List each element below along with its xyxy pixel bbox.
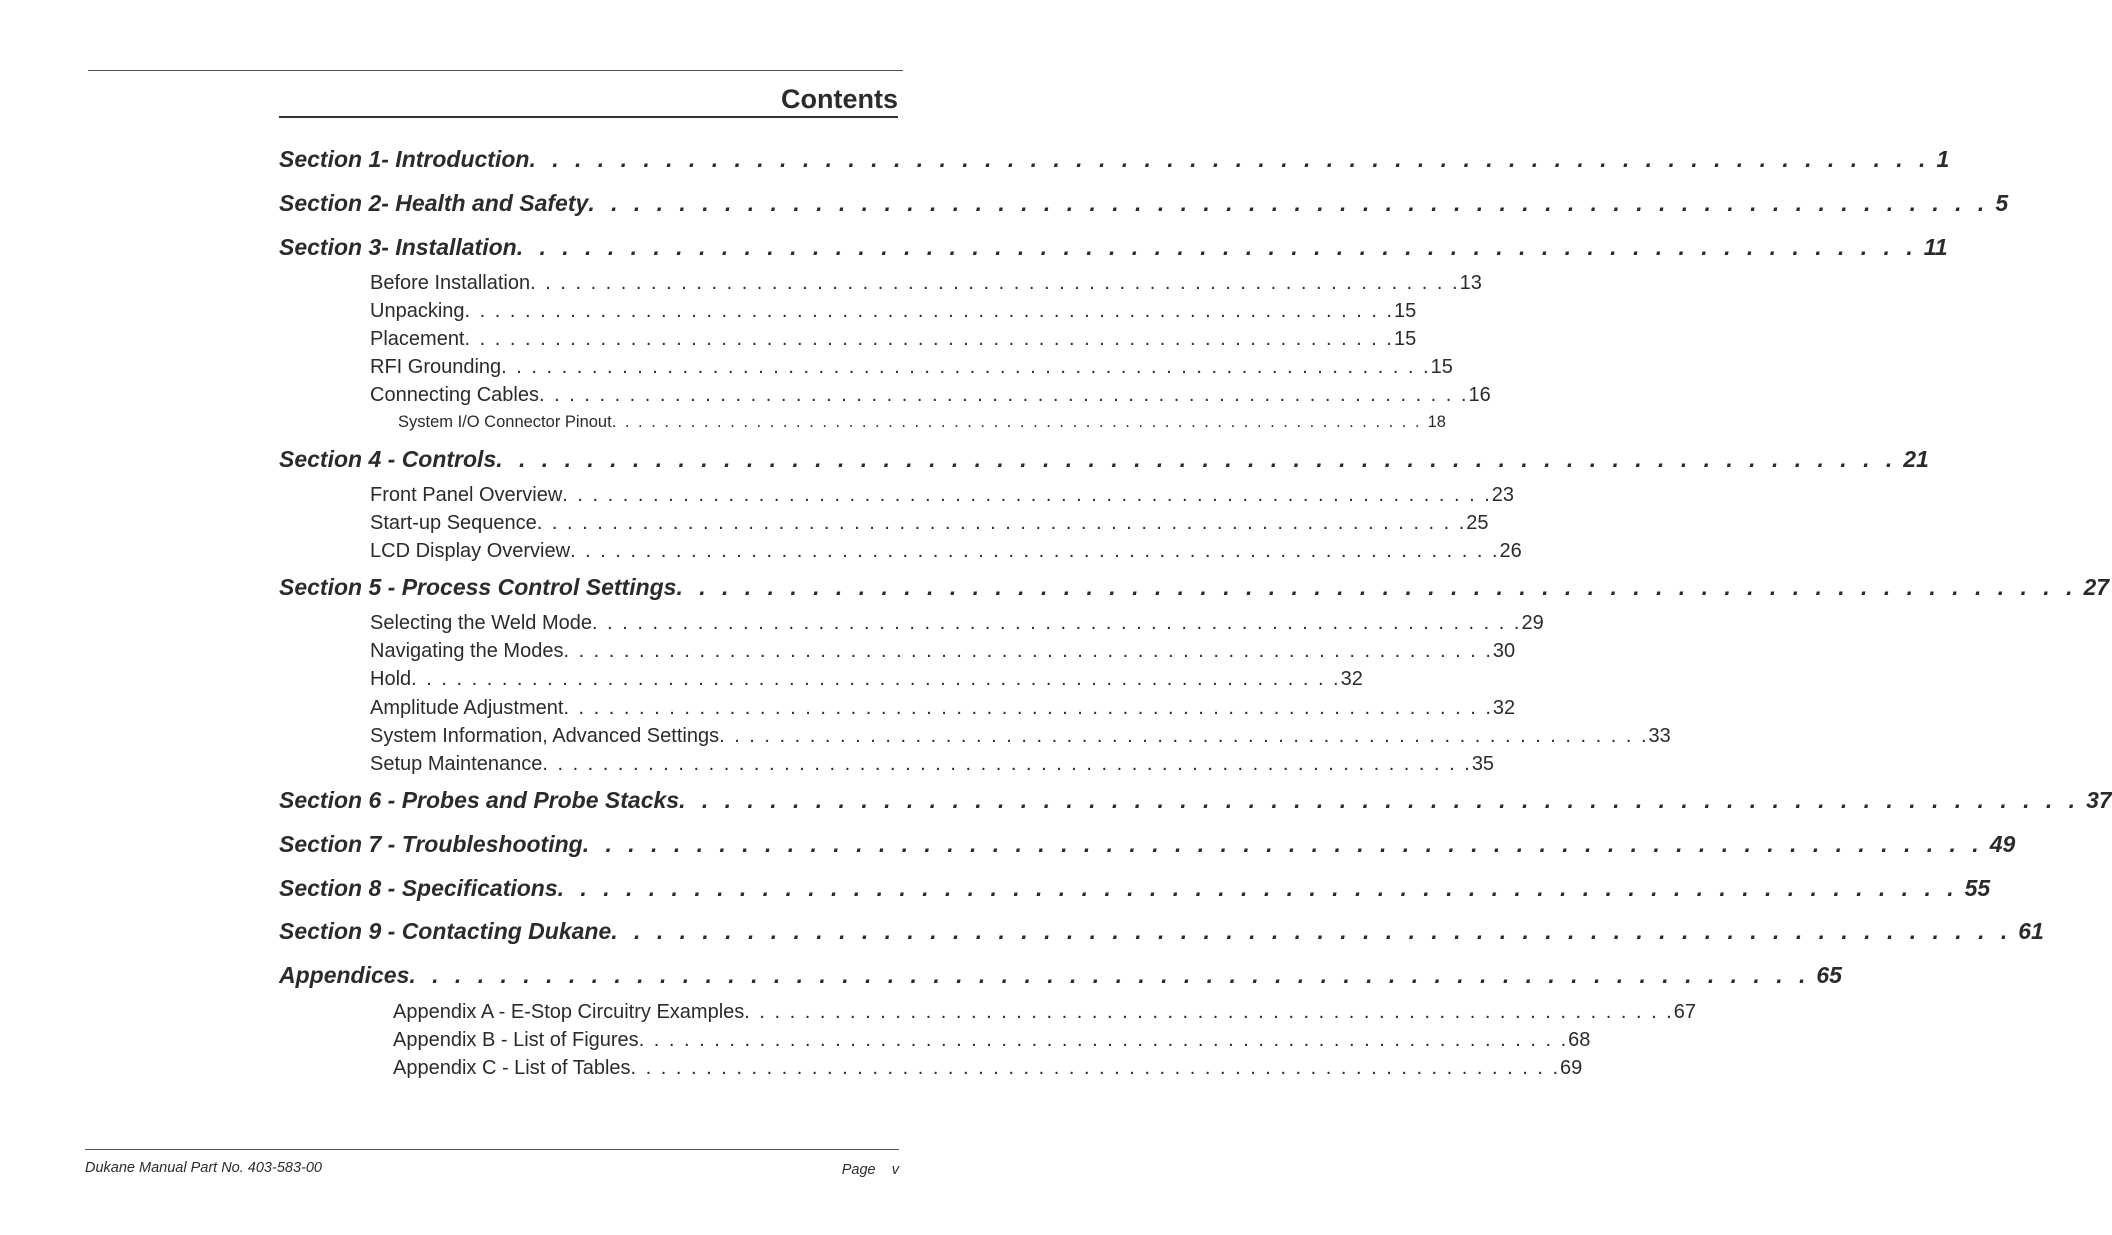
toc-entry-label: Appendix C - List of Tables <box>393 1057 631 1079</box>
toc-section-entry[interactable] <box>279 146 1950 173</box>
toc-entry-label: Selecting the Weld Mode <box>370 612 592 634</box>
footer-part-number: Dukane Manual Part No. 403-583-00 <box>85 1160 322 1176</box>
toc-leader-dots: . . . . . . . . . . . . . . . . . . . . . . . . . . . . . . . . . . . . . . . . . . . . . . . . . . . . . . . . . . . . . . <box>409 962 1811 988</box>
toc-entry-page-number: 27 <box>2083 574 2110 600</box>
toc-entry-page-number: 15 <box>1393 300 1417 322</box>
toc-subentry[interactable] <box>370 328 1417 351</box>
toc-section-entry[interactable] <box>279 190 2009 217</box>
toc-entry-page-number: 65 <box>1816 962 1842 988</box>
toc-entry-label: Section 7 - Troubleshooting <box>279 831 583 857</box>
toc-section-entry[interactable] <box>279 875 1991 902</box>
toc-subentry[interactable] <box>370 640 1516 663</box>
toc-entry-page-number: 1 <box>1936 146 1950 172</box>
toc-entry-page-number: 32 <box>1492 697 1516 719</box>
page-title: Contents <box>781 84 898 114</box>
title-underline <box>279 116 898 118</box>
toc-section-entry[interactable] <box>279 446 1929 473</box>
toc-subentry[interactable] <box>370 725 1671 748</box>
toc-entry-label: RFI Grounding <box>370 356 502 378</box>
toc-leader-dots: . . . . . . . . . . . . . . . . . . . . . . . . . . . . . . . . . . . . . . . . . . . . . . . . . . . . . . . . . . . . . . <box>630 1057 1561 1079</box>
toc-leader-dots: . . . . . . . . . . . . . . . . . . . . . . . . . . . . . . . . . . . . . . . . . . . . . . . . . . . . . . . . . . . . . . <box>516 234 1918 260</box>
toc-entry-page-number: 30 <box>1492 640 1516 662</box>
toc-entry-page-number: 33 <box>1648 725 1671 747</box>
toc-entry-page-number: 16 <box>1468 384 1491 406</box>
toc-entry-page-number: 21 <box>1903 446 1929 472</box>
toc-section-entry[interactable] <box>279 918 2044 945</box>
toc-entry-label: Amplitude Adjustment <box>370 697 564 719</box>
toc-subentry[interactable] <box>393 1057 1583 1080</box>
toc-entry-page-number: 37 <box>2086 787 2112 813</box>
toc-entry-label: Section 2- Health and Safety <box>279 190 589 216</box>
toc-section-entry[interactable] <box>279 787 2112 814</box>
toc-entry-label: Section 1- Introduction <box>279 146 530 172</box>
toc-leader-dots: . . . . . . . . . . . . . . . . . . . . . . . . . . . . . . . . . . . . . . . . . . . . . . . . . . . . . . . . . . . . . . <box>744 1001 1674 1023</box>
toc-entry-page-number: 23 <box>1491 484 1515 506</box>
toc-entry-label: LCD Display Overview <box>370 540 571 562</box>
toc-entry-label: Front Panel Overview <box>370 484 563 506</box>
toc-entry-page-number: 55 <box>1964 875 1991 901</box>
toc-entry-page-number: 25 <box>1466 512 1489 534</box>
toc-entry-label: Hold <box>370 668 412 690</box>
toc-section-entry[interactable] <box>279 574 2110 601</box>
toc-subentry[interactable] <box>370 697 1516 720</box>
toc-entry-label: System Information, Advanced Settings <box>370 725 720 747</box>
toc-entry-label: Section 3- Installation <box>279 234 517 260</box>
toc-leader-dots: . . . . . . . . . . . . . . . . . . . . . . . . . . . . . . . . . . . . . . . . . . . . . . . . . . . . . . . . . . . . . . <box>582 831 1984 857</box>
toc-leader-dots: . . . . . . . . . . . . . . . . . . . . . . . . . . . . . . . . . . . . . . . . . . . . . . . . . . . . . . . . . . . . . . <box>719 725 1649 747</box>
toc-entry-page-number: 5 <box>1995 190 2009 216</box>
toc-entry-label: Before Installation <box>370 272 531 294</box>
toc-entry-label: Appendix A - E-Stop Circuitry Examples <box>393 1001 745 1023</box>
toc-leader-dots: . . . . . . . . . . . . . . . . . . . . . . . . . . . . . . . . . . . . . . . . . . . . . . . . . . . . . . . . . . . . . . <box>529 146 1931 172</box>
toc-entry-page-number: 49 <box>1989 831 2016 857</box>
toc-entry-label: Placement <box>370 328 465 350</box>
toc-leader-dots: . . . . . . . . . . . . . . . . . . . . . . . . . . . . . . . . . . . . . . . . . . . . . . . . . . . . . . . . . . . . . . <box>611 918 2013 944</box>
toc-entry-label: Section 6 - Probes and Probe Stacks <box>279 787 680 813</box>
toc-entry-label: Appendices <box>279 962 410 988</box>
footer-page-label: Page <box>841 1162 876 1178</box>
toc-entry-page-number: 69 <box>1560 1057 1583 1079</box>
toc-section-entry[interactable] <box>279 962 1842 989</box>
toc-entry-label: Setup Maintenance <box>370 753 543 775</box>
toc-subentry[interactable] <box>370 612 1544 635</box>
toc-entry-page-number: 67 <box>1673 1001 1696 1023</box>
toc-subentry[interactable] <box>370 300 1417 323</box>
toc-entry-label: Start-up Sequence <box>370 512 537 534</box>
toc-leader-dots: . . . . . . . . . . . . . . . . . . . . . . . . . . . . . . . . . . . . . . . . . . . . . . . . . . . . . . . . . . . . . . <box>679 787 2081 813</box>
toc-leader-dots: . . . . . . . . . . . . . . . . . . . . . . . . . . . . . . . . . . . . . . . . . . . . . . . . . . . . . . . . . . . . . . <box>570 540 1500 562</box>
toc-leader-dots: . . . . . . . . . . . . . . . . . . . . . . . . . . . . . . . . . . . . . . . . . . . . . . . . . . . . . . . . . . . . . . <box>591 612 1522 634</box>
toc-subentry[interactable] <box>370 512 1489 535</box>
toc-entry-label: Navigating the Modes <box>370 640 564 662</box>
toc-subentry[interactable] <box>398 413 1446 432</box>
toc-leader-dots: . . . . . . . . . . . . . . . . . . . . . . . . . . . . . . . . . . . . . . . . . . . . . . . . . . . . . . . . . . . . . . <box>411 668 1341 690</box>
footer-page-number: v <box>891 1162 899 1178</box>
toc-entry-label: Section 4 - Controls <box>279 446 497 472</box>
toc-entry-label: Appendix B - List of Figures <box>393 1029 639 1051</box>
footer-page <box>842 1162 899 1178</box>
toc-entry-page-number: 18 <box>1427 413 1446 431</box>
toc-leader-dots: . . . . . . . . . . . . . . . . . . . . . . . . . . . . . . . . . . . . . . . . . . . . . . . . . . . . . . . . . . . . . . <box>562 484 1492 506</box>
toc-leader-dots: . . . . . . . . . . . . . . . . . . . . . . . . . . . . . . . . . . . . . . . . . . . . . . . . . . . . . . . . . . . . . . <box>530 272 1460 294</box>
toc-leader-dots: . . . . . . . . . . . . . . . . . . . . . . . . . . . . . . . . . . . . . . . . . . . . . . . . . . . . . . . . . . . . . . <box>563 640 1493 662</box>
toc-subentry[interactable] <box>370 356 1453 379</box>
toc-section-entry[interactable] <box>279 234 1948 261</box>
toc-leader-dots: . . . . . . . . . . . . . . . . . . . . . . . . . . . . . . . . . . . . . . . . . . . . . . . . . . . . . . . . . . . . . . <box>536 512 1467 534</box>
toc-subentry[interactable] <box>370 384 1491 407</box>
toc-entry-page-number: 29 <box>1521 612 1544 634</box>
toc-subentry[interactable] <box>370 540 1522 563</box>
toc-entry-page-number: 15 <box>1393 328 1417 350</box>
toc-leader-dots: . . . . . . . . . . . . . . . . . . . . . . . . . . . . . . . . . . . . . . . . . . . . . . . . . . . . . . . . . . . . . . <box>676 574 2078 600</box>
toc-entry-page-number: 11 <box>1923 234 1948 260</box>
toc-leader-dots: . . . . . . . . . . . . . . . . . . . . . . . . . . . . . . . . . . . . . . . . . . . . . . . . . . . . . . . . . . . . . . <box>542 753 1472 775</box>
toc-entry-label: Section 9 - Contacting Dukane <box>279 918 612 944</box>
toc-leader-dots: . . . . . . . . . . . . . . . . . . . . . . . . . . . . . . . . . . . . . . . . . . . . . . . . . . . . . . . . . . . . . . <box>563 697 1493 719</box>
toc-entry-label: Section 5 - Process Control Settings <box>279 574 677 600</box>
toc-entry-page-number: 68 <box>1568 1029 1591 1051</box>
toc-leader-dots: . . . . . . . . . . . . . . . . . . . . . . . . . . . . . . . . . . . . . . . . . . . . . . . . . . . . . . . . . . . . . . <box>464 300 1394 322</box>
top-rule <box>88 70 903 71</box>
toc-subentry[interactable] <box>370 668 1363 691</box>
toc-entry-label: Section 8 - Specifications <box>279 875 558 901</box>
toc-entry-label: System I/O Connector Pinout <box>398 413 612 431</box>
toc-entry-page-number: 13 <box>1459 272 1482 294</box>
toc-subentry[interactable] <box>393 1001 1696 1024</box>
toc-subentry[interactable] <box>393 1029 1591 1052</box>
toc-leader-dots: . . . . . . . . . . . . . . . . . . . . . . . . . . . . . . . . . . . . . . . . . . . . . . . . . . . . . . . . . . . . . . <box>501 356 1431 378</box>
toc-entry-label: Unpacking <box>370 300 465 322</box>
toc-subentry[interactable] <box>370 272 1482 295</box>
toc-subentry[interactable] <box>370 753 1495 776</box>
toc-leader-dots: . . . . . . . . . . . . . . . . . . . . . . . . . . . . . . . . . . . . . . . . . . . . . . . . . . . . . . . . . . . . . . <box>611 413 1422 431</box>
toc-leader-dots: . . . . . . . . . . . . . . . . . . . . . . . . . . . . . . . . . . . . . . . . . . . . . . . . . . . . . . . . . . . . . . <box>588 190 1990 216</box>
toc-leader-dots: . . . . . . . . . . . . . . . . . . . . . . . . . . . . . . . . . . . . . . . . . . . . . . . . . . . . . . . . . . . . . . <box>464 328 1394 350</box>
toc-leader-dots: . . . . . . . . . . . . . . . . . . . . . . . . . . . . . . . . . . . . . . . . . . . . . . . . . . . . . . . . . . . . . . <box>638 1029 1569 1051</box>
toc-entry-page-number: 15 <box>1430 356 1453 378</box>
toc-entry-label: Connecting Cables <box>370 384 539 406</box>
toc-leader-dots: . . . . . . . . . . . . . . . . . . . . . . . . . . . . . . . . . . . . . . . . . . . . . . . . . . . . . . . . . . . . . . <box>496 446 1898 472</box>
toc-entry-page-number: 35 <box>1471 753 1495 775</box>
footer-rule <box>85 1149 899 1150</box>
toc-subentry[interactable] <box>370 484 1515 507</box>
toc-leader-dots: . . . . . . . . . . . . . . . . . . . . . . . . . . . . . . . . . . . . . . . . . . . . . . . . . . . . . . . . . . . . . . <box>557 875 1959 901</box>
toc-entry-page-number: 32 <box>1340 668 1363 690</box>
toc-leader-dots: . . . . . . . . . . . . . . . . . . . . . . . . . . . . . . . . . . . . . . . . . . . . . . . . . . . . . . . . . . . . . . <box>539 384 1469 406</box>
toc-section-entry[interactable] <box>279 831 2016 858</box>
toc-entry-page-number: 61 <box>2018 918 2044 944</box>
toc-entry-page-number: 26 <box>1499 540 1522 562</box>
